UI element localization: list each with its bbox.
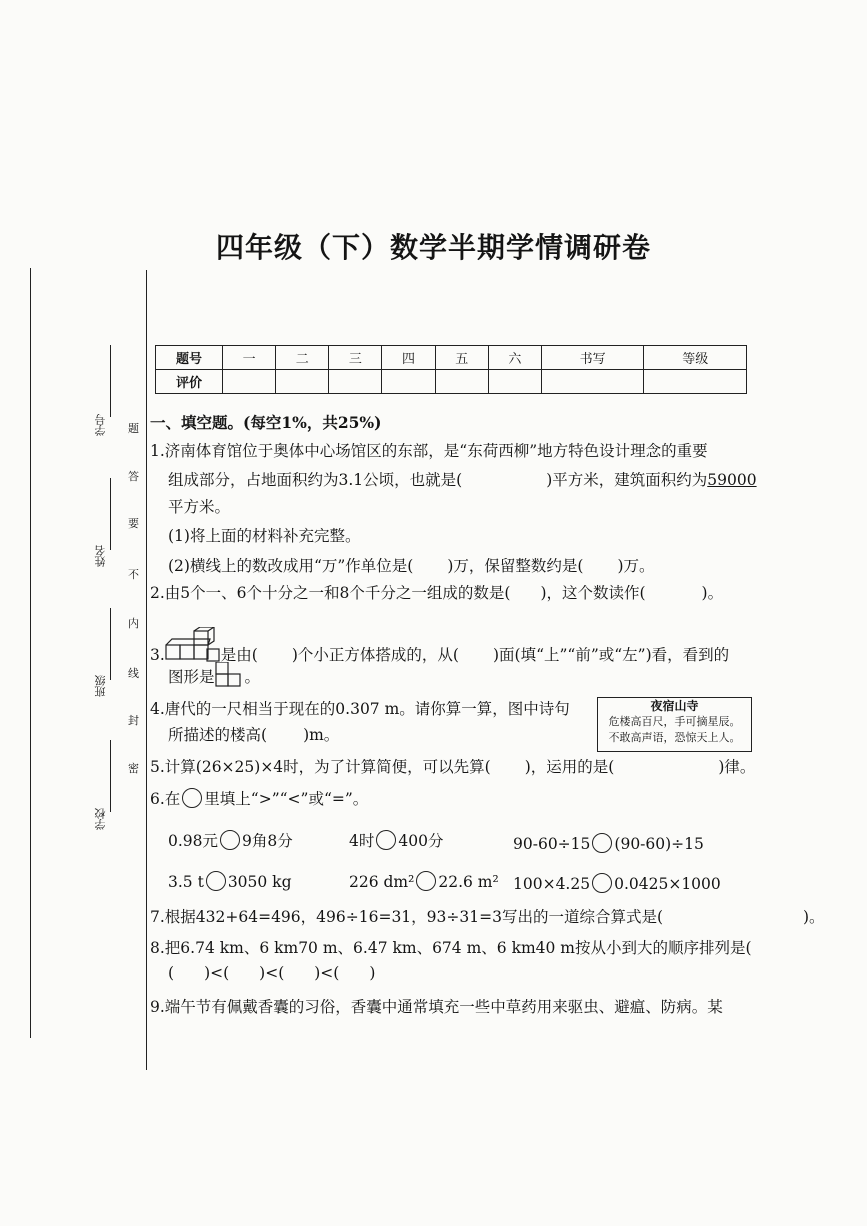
name-blank[interactable]: [110, 478, 111, 550]
q1-line-2: [168, 470, 757, 490]
seal-char: 题: [128, 422, 139, 435]
q4-text: )m。: [303, 726, 340, 744]
q8-text: (: [168, 964, 175, 982]
q1-sub-2: [168, 556, 655, 576]
q6-left: 90-60÷15: [513, 835, 591, 853]
student-number-blank[interactable]: [110, 345, 111, 417]
q8-text: ): [369, 964, 376, 982]
class-label: 班级: [94, 675, 107, 697]
q5-text: )律。: [718, 758, 756, 776]
q6-left: 3.5 t: [168, 873, 204, 891]
header-cell: 四: [382, 346, 435, 370]
header-cell: 五: [435, 346, 488, 370]
score-cell[interactable]: [382, 370, 435, 394]
school-label: 学校: [94, 808, 107, 830]
q2-line: [150, 583, 723, 603]
q6-left: 100×4.25: [513, 875, 591, 893]
q6-item: [513, 833, 704, 854]
q3-line-2: [168, 662, 260, 688]
q8-line-2: [168, 963, 375, 983]
header-cell: 六: [488, 346, 541, 370]
view-shape-icon: [215, 662, 245, 688]
q3-text: )个小正方体搭成的，从(: [291, 646, 459, 664]
q5-line: [150, 757, 755, 777]
score-table-eval-row: [156, 370, 747, 394]
score-cell[interactable]: [223, 370, 276, 394]
q3-text: 是由(: [220, 646, 258, 664]
q1-sub-2-text: (2)横线上的数改成用“万”作单位是(: [168, 557, 414, 575]
seal-char: 内: [128, 617, 139, 630]
score-cell[interactable]: [541, 370, 643, 394]
q1-line-3: 平方米。: [168, 498, 231, 516]
q5-text: 5.计算(26×25)×4时，为了计算简便，可以先算(: [150, 758, 491, 776]
q4-line-2: [168, 725, 339, 745]
q3-text: )面(填“上”“前”或“左”)看，看到的: [492, 646, 730, 664]
header-cell: 三: [329, 346, 382, 370]
q8-line-1: 8.把6.74 km、6 km70 m、6.47 km、674 m、6 km40 m按从小到大的顺序排列是(: [150, 939, 752, 957]
q6-right: 9角8分: [242, 832, 293, 850]
q6-item: [168, 830, 293, 851]
q3-text: 。: [244, 668, 261, 686]
score-cell[interactable]: [435, 370, 488, 394]
score-cell[interactable]: [644, 370, 747, 394]
student-number-label: 学号: [94, 414, 107, 436]
poem-line: 不敢高声语，恐惊天上人。: [608, 731, 741, 744]
q5-text: )，运用的是(: [524, 758, 615, 776]
poem-box: [597, 697, 752, 752]
school-blank[interactable]: [110, 740, 111, 812]
header-cell: 题号: [156, 346, 223, 370]
q3-text: 3.: [150, 646, 165, 664]
q2-text: 2.由5个一、6个十分之一和8个千分之一组成的数是(: [150, 584, 511, 602]
q1-text: 组成部分，占地面积约为3.1公顷，也就是(: [168, 471, 463, 489]
q8-text: )<(: [314, 964, 340, 982]
q6-right: (90-60)÷15: [614, 835, 704, 853]
q6-text: 6.在: [150, 790, 181, 808]
q7-line: [150, 907, 825, 927]
seal-char: 线: [128, 667, 139, 680]
class-blank[interactable]: [110, 608, 111, 680]
q8-text: )<(: [259, 964, 285, 982]
header-cell: 一: [223, 346, 276, 370]
name-label: 姓名: [94, 545, 107, 567]
seal-char: 不: [128, 568, 139, 581]
q1-line-1: 1.济南体育馆位于奥体中心场馆区的东部，是“东荷西柳”地方特色设计理念的重要: [150, 442, 708, 460]
q9-line-1: 9.端午节有佩戴香囊的习俗，香囊中通常填充一些中草药用来驱虫、避瘟、防病。某: [150, 998, 723, 1016]
q1-sub-2-text: )万，保留整数约是(: [447, 557, 584, 575]
seal-char: 要: [128, 517, 139, 530]
q6-item: [168, 871, 292, 892]
q3-text: 图形是: [168, 668, 215, 686]
q1-text: )平方米，建筑面积约为: [546, 471, 708, 489]
section-1-heading: 一、填空题。(每空1%，共25%): [150, 413, 382, 432]
compare-circle[interactable]: [206, 871, 226, 891]
q2-text: )。: [701, 584, 724, 602]
poem-title: 夜宿山寺: [650, 699, 699, 713]
compare-circle[interactable]: [592, 873, 612, 893]
q6-left: 0.98元: [168, 832, 219, 850]
q4-text: 所描述的楼高(: [168, 726, 268, 744]
q1-sub-2-text: )万。: [617, 557, 655, 575]
q6-right: 400分: [398, 832, 444, 850]
score-cell[interactable]: [329, 370, 382, 394]
score-cell[interactable]: [488, 370, 541, 394]
score-cell[interactable]: [276, 370, 329, 394]
score-table-header-row: [156, 346, 747, 370]
q6-item: [513, 873, 721, 894]
header-cell: 等级: [644, 346, 747, 370]
q4-line-1: 4.唐代的一尺相当于现在的0.307 m。请你算一算，图中诗句: [150, 700, 570, 718]
seal-char: 密: [128, 762, 139, 775]
q1-underlined-number: 59000: [707, 471, 757, 489]
q8-text: )<(: [204, 964, 230, 982]
poem-line: 危楼高百尺，手可摘星辰。: [608, 715, 741, 728]
compare-circle[interactable]: [592, 833, 612, 853]
cube-figure-icon: [165, 627, 221, 663]
q3-line-1: [150, 627, 729, 665]
compare-circle[interactable]: [220, 830, 240, 850]
q2-text: )，这个数读作(: [540, 584, 646, 602]
q1-sub-1: (1)将上面的材料补充完整。: [168, 527, 361, 545]
q7-text: 7.根据432+64=496，496÷16=31，93÷31=3写出的一道综合算式是(: [150, 908, 663, 926]
margin-outer-line: [30, 268, 31, 1038]
q6-left: 4时: [349, 832, 375, 850]
eval-label: 评价: [156, 370, 223, 394]
compare-circle[interactable]: [376, 830, 396, 850]
q6-item: [349, 830, 443, 851]
page-title: 四年级（下）数学半期学情调研卷: [215, 231, 651, 264]
margin-inner-line: [146, 270, 147, 1070]
q6-right: 3050 kg: [227, 873, 292, 891]
q6-right: 22.6 m²: [438, 873, 499, 891]
seal-char: 答: [128, 470, 139, 483]
q6-left: 226 dm²: [349, 873, 415, 891]
q6-text: 里填上“>”“<”或“=”。: [204, 790, 369, 808]
q6-heading: [150, 788, 368, 809]
q6-item: [349, 871, 499, 892]
q6-right: 0.0425×1000: [614, 875, 721, 893]
header-cell: 二: [276, 346, 329, 370]
compare-circle[interactable]: [416, 871, 436, 891]
q7-text: )。: [803, 908, 825, 926]
score-table: [155, 345, 747, 394]
seal-char: 封: [128, 714, 139, 727]
circle-icon: [182, 788, 202, 808]
header-cell: 书写: [541, 346, 643, 370]
